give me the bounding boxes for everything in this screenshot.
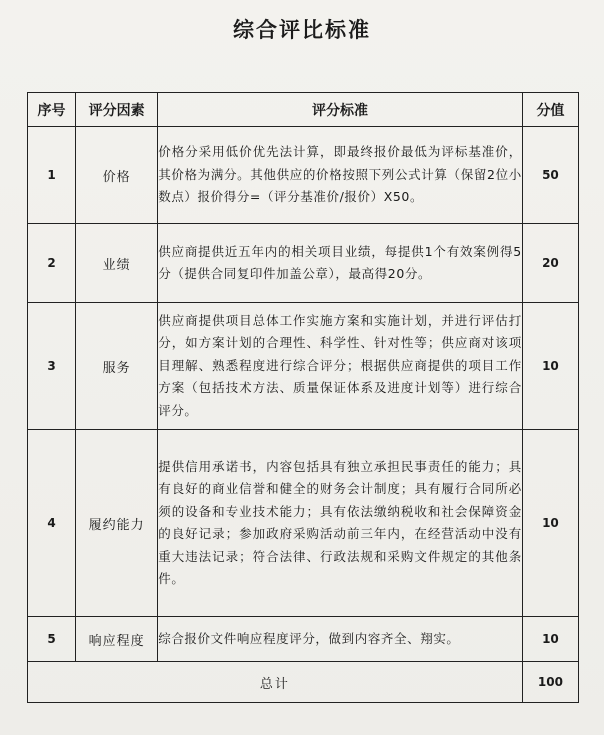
table-header-row bbox=[28, 93, 579, 127]
row-factor: 业绩 bbox=[76, 224, 158, 303]
row-no: 1 bbox=[28, 127, 76, 224]
header-criteria: 评分标准 bbox=[158, 93, 523, 127]
total-score: 100 bbox=[522, 662, 578, 703]
row-score: 50 bbox=[522, 127, 578, 224]
row-score: 10 bbox=[522, 303, 578, 430]
table-row bbox=[28, 127, 579, 224]
row-criteria: 综合报价文件响应程度评分，做到内容齐全、翔实。 bbox=[158, 617, 523, 662]
row-factor: 履约能力 bbox=[76, 430, 158, 617]
row-score: 10 bbox=[522, 430, 578, 617]
row-no: 2 bbox=[28, 224, 76, 303]
header-factor: 评分因素 bbox=[76, 93, 158, 127]
scoring-table bbox=[27, 92, 579, 703]
row-no: 5 bbox=[28, 617, 76, 662]
row-score: 20 bbox=[522, 224, 578, 303]
row-factor: 价格 bbox=[76, 127, 158, 224]
row-criteria: 供应商提供项目总体工作实施方案和实施计划，并进行评估打分，如方案计划的合理性、科学性、针对性等；供应商对该项目理解、熟悉程度进行综合评分；根据供应商提供的项目工作方案（包括技术方法、质量保证体系及进度计划等）进行综合评分。 bbox=[158, 303, 523, 430]
header-no: 序号 bbox=[28, 93, 76, 127]
table-row bbox=[28, 617, 579, 662]
total-label: 总计 bbox=[28, 662, 523, 703]
document-title: 综合评比标准 bbox=[233, 17, 371, 42]
row-no: 3 bbox=[28, 303, 76, 430]
row-factor: 服务 bbox=[76, 303, 158, 430]
row-criteria: 供应商提供近五年内的相关项目业绩，每提供1个有效案例得5分（提供合同复印件加盖公章），最高得20分。 bbox=[158, 224, 523, 303]
row-factor: 响应程度 bbox=[76, 617, 158, 662]
row-no: 4 bbox=[28, 430, 76, 617]
total-row bbox=[28, 662, 579, 703]
row-criteria: 价格分采用低价优先法计算，即最终报价最低为评标基准价，其价格为满分。其他供应的价格按照下列公式计算（保留2位小数点）报价得分=（评分基准价/报价）X50。 bbox=[158, 127, 523, 224]
table-row bbox=[28, 430, 579, 617]
row-score: 10 bbox=[522, 617, 578, 662]
header-score: 分值 bbox=[522, 93, 578, 127]
row-criteria: 提供信用承诺书，内容包括具有独立承担民事责任的能力；具有良好的商业信誉和健全的财务会计制度；具有履行合同所必须的设备和专业技术能力；具有依法缴纳税收和社会保障资金的良好记录；参加政府采购活动前三年内，在经营活动中没有重大违法记录；符合法律、行政法规和采购文件规定的其他条件。 bbox=[158, 430, 523, 617]
table-row bbox=[28, 224, 579, 303]
table-row bbox=[28, 303, 579, 430]
